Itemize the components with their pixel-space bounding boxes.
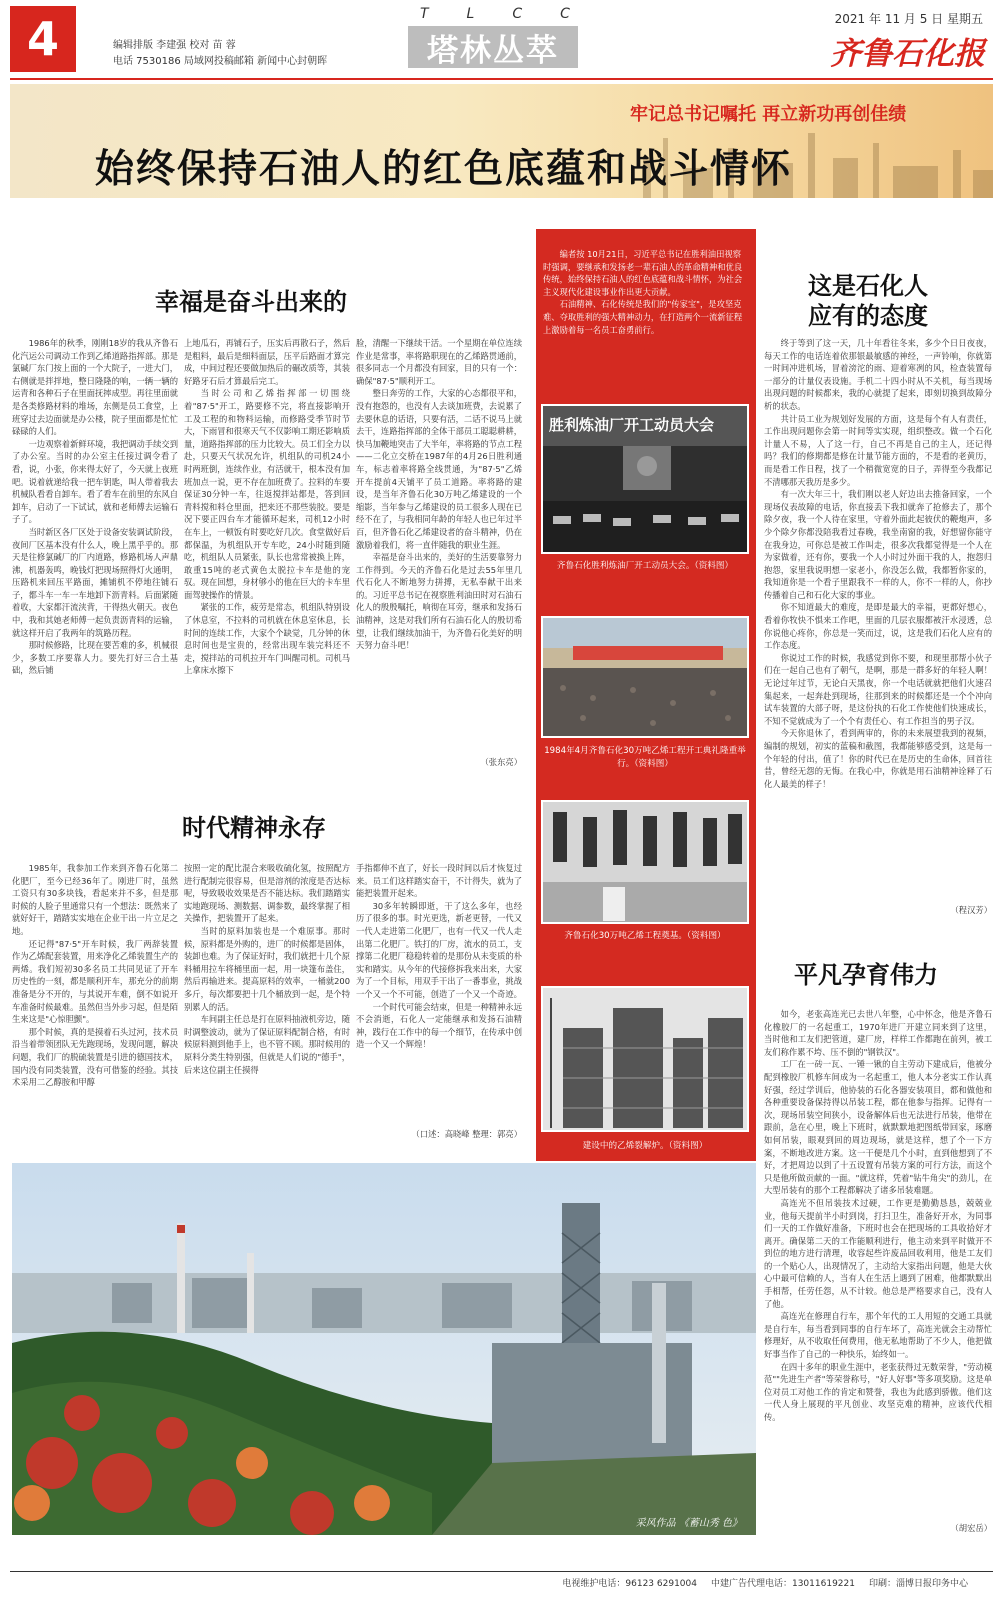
article1-byline: （张东亮） (480, 757, 522, 767)
footer-phone: 电视维护电话：96123 6291004 (562, 1579, 697, 1589)
paragraph: 你不知道最大的难度，是即是最大的幸福，更都好想心，看着你牧快不惧来工作吧，里面的几层衣服都被汗水浸透，总你说他心疼你，你总是一笑而过，说，这是我们石化人应有的工作态度。 (764, 602, 992, 651)
paragraph: 如今，老张高连光已去世八年整，心中怀念，他是齐鲁石化橡胶厂的一名起重工，1970年进厂开建立同来到了这里，当时他和工友们把管道，建厂房，样样工作都跑在前列，被工友们称作累不垮、压不倒的"钢铁汉"。 (764, 1009, 992, 1057)
paragraph: 脸，清醒一下继续干活。一个星期在单位连续作业是常事，率将路职现在的乙烯路贯通前，很多同志一个月都没有回家，目的只有一个：确保"87·5"顺利开工。 (356, 338, 522, 386)
contact-line: 电话 7530186 局域网投稿邮箱 新闻中心封朝晖 (113, 56, 328, 67)
paragraph: 今天你退休了，看到两审的，你的未来展望我到的视频，编制的规划，初实的蓝稿和截图，我都能够感受到，这是每一个年轻的付出，值了！你的时代已在是历史的生命体，回首往昔，曾经无怨的无悔。在我心中，你就是用石油精神诠释了石化人最美的样子！ (764, 728, 992, 789)
cracking-furnace-photo (541, 986, 749, 1132)
article4-byline: （胡宏岳） (950, 1523, 992, 1533)
paragraph: 整日奔劳的工作，大家的心态都很平和，没有抱怨的，也没有人去谈加班费，去说累了去要休息的话语，只要有活，二话不说马上就去干，连路指挥部的全体干部员工聪聪耕耕，快马加鞭地突击了大半年，率将路的节点工程——二化立交桥在1987年的4月26日胜利通车，标志着率将路全线贯通，为"87·5"乙烯开车提前4天铺平了员工道路。率将路的建设，是当年齐鲁石化30万吨乙烯建设的一个缩影，当年参与乙烯建设的员工很多人现在已经不在了，与我相同年龄的年轻人也已年过半百，但齐鲁石化乙烯建设者的奋斗精神，仍在激励着我们，将一直伴随我的职业生涯。 (356, 388, 522, 550)
paragraph: 共计员工业为规划好发展的方面，这是每个有人有责任，工作出现问题你会第一时间等实实现，组织整改。做一个石化计量人不易，人了这一行，自己不再是自己的主人，还记得吗？我们的修期都是修在计量节能方面的，不是看的老黄历，而是看工作日程，找了一个稍微宽宽的日子，弄得至今我都记不清哪那天我历是多少。 (764, 413, 992, 487)
editor-note (543, 248, 749, 336)
column-name: 塔林丛萃 (408, 26, 578, 68)
article1-column-3 (356, 337, 522, 747)
paragraph: 1986年的秋季，刚刚18岁的我从齐鲁石化汽运公司调动工作到乙烯道路指挥部。那是氯碱厂东门按上面的一个大院子，一进大门，右侧就是拌拌地，整日隆隆的响，一辆一辆的运青和各种石子在里面抚摔成型。再往里面就是各类修路材料的堆场，东侧是员工食堂，上班穿过去边面就是办公楼，院子里面都是忙忙碌碌的人们。 (12, 338, 178, 437)
paragraph: 1985年，我参加工作来到齐鲁石化第二化肥厂，至今已经36年了。刚进厂时，虽然工资只有30多块钱，看起来并不多，但是那时候的人脸子里通常只有一个想法：既然来了就好好干，踏踏实实地在企业干出一片立足之地。 (12, 863, 178, 936)
paragraph: 还记得"87·5"开车时候，我厂两辞装置作为乙烯配套装置，用来净化乙烯装置生产的两烯。我们短初30多名员工共同见证了开车历史性的一刻，都是顺利开车，那充分的前期准备是分不开的，与其说开车难，倒不如说开车准备时候最难。虽然但当外步习起，但是陌生来这是"心惊胆颤"。 (12, 938, 178, 1025)
column-letters: TLCC (420, 6, 608, 22)
article2-byline: （口述：高晓峰 整理：郭亮） (411, 1129, 522, 1139)
photo-caption-3: 齐鲁石化30万吨乙烯工程奠基。（资料图） (564, 931, 726, 941)
paragraph: 上地瓜石，再铺石子，压实后再散石子，然后是粗料，最后是细料面层，压平后路面才算完成，中间过程还要做加热后的碾改质等，其装好路牙石后才算最后完工。 (184, 338, 350, 386)
paragraph: 当时公司和乙烯指挥部一切围绕着"87·5"开工，路要修不完，将直接影响开工及工程的和物料运输，而修路受季节时节大，下雨冒和很寒天气不仅影响工期还影响质量，道路指挥部的压力比较大。员工们全力以赴，只要天气状况允许，机组队的司机24小时两班倒，连续作业，有活就干，根本没有加班加点一说，更不存在加班费了。拉料的车要保证30分钟一车，往返搅拌站都是，答到回青料搅和料仓里面，把来还不那些装胶。要是况下要正四台车才能循环起来，司机12小时在车上，一顿饭有时要吃好几次。食堂做好后都保温，为机组队开专车吃，24小时随到随吃，机组队人员紧张，队长也常常被换上阵，敢重15吨的老式黄色太脱拉卡车是他的宠驭。现在回想，身材够小的他在巨大的卡车里面驾驶操作的情景。 (184, 388, 350, 600)
foundation-laying-photo (541, 800, 749, 924)
article2-column-1 (12, 862, 178, 1146)
page-number: 4 (10, 6, 76, 72)
photo-credit: 采风作品 《蓄山秀 色》 (635, 1518, 742, 1529)
article3-title-line1: 这是石化人 (808, 271, 928, 300)
editor-credits: 编辑排版 李建强 校对 苗 蓉 (113, 40, 236, 51)
article3-byline: （程汉芳） (950, 905, 992, 915)
article2-title: 时代精神永存 (182, 813, 326, 842)
paragraph: 高连光不但吊装技术过硬，工作更是勤勤恳恳，兢兢业业，他每天提前半小时到岗，打扫卫生，准备好开水，为同事们一天的工作做好准备，下班时也会在把现场的工具收拾好才离开。确保第二天的工作能顺利进行，他主动来到平时做开不到位的地方进行清理，收容起些许废品回收利用，他是工友们的一个贴心人，出现情况了，主动给大家指出问题，他是大伙心中最可信赖的人，当有人在生活上遇到了困难，他都默默出手相帮，任劳任怨，从不计较。他总是严格要求自己，没有人了他。 (764, 1197, 992, 1309)
footer-printer: 印刷：淄博日报印务中心 (868, 1579, 968, 1589)
paragraph: 幸福是奋斗出来的，美好的生活要靠努力工作得到。今天的齐鲁石化是过去55年里几代石化人不断地努力拼搏，无私奉献干出来的。习近平总书记在视察胜利油田时对石油石化人的殷殷嘱托，响彻在耳旁，继承和发扬石油精神，这是对我们所有石油石化人的殷切希望，让我们继续加油干，为齐鲁石化美好的明天努力奋斗吧！ (356, 552, 522, 651)
paragraph: 你说过工作的时候，我感觉到你不要，和现里那帮小伙子们在一起自己也有了朝气，是啊，那是一群多好的年轻人啊！无论过年过节，无论白天黑夜，你一个电话就就把他们火速召集起来，一起奔赴到现场，往那到来的时候都还是一个个冲向试车装置的大部子呀，是这份执的石化工作使他们快速成长，不知不觉就成为了一个个有责任心、有工作担当的男子汉。 (764, 652, 992, 726)
article4-body (764, 1008, 992, 1520)
issue-date: 2021 年 11 月 5 日 星期五 (834, 12, 983, 26)
paragraph: 在四十多年的职业生涯中，老张获得过无数荣誉，"劳动模范""先进生产者"等荣誉称号，"好人好事"等多项奖励。这是单位对员工对他工作的肯定和赞誉，我也为此感到骄傲。他们这一代人身上展现的平凡创业、攻坚克难的精神，应该代代相传。 (764, 1361, 992, 1422)
paragraph: 那个时候，真的是摸着石头过河，技术员沿当着带领团队无先跑现场，发现问题，解决问题，我们厂的脱硫装置是引进的德国技术，国内没有同类装置，没有可借鉴的经验。其技术采用二乙醇胺和甲醇 (12, 1026, 178, 1088)
paragraph: 高连光在修理自行车，那个年代的工人用短的交通工具就是自行车，每当看到同事的自行车坏了，高连光就会主动帮忙修理好，从不收取任何费用，他无私地帮助了不少人，他把做好事当作了自己的一种快乐，始终如一。 (764, 1311, 992, 1360)
editor-note-paragraph: 石油精神、石化传统是我们的"传家宝"，是攻坚克难、夺取胜利的强大精神动力，在打造两个一流新征程上激励着每一名员工奋勇前行。 (543, 299, 743, 335)
footer (10, 1571, 993, 1593)
masthead-rule (10, 78, 993, 80)
paragraph: 按照一定的配比混合来吸收硫化氢，按照配方进行配制完很容易，但是溶剂的浓度是否达标呢，导致吸收效果是否不能达标。我们踏踏实实地跑现场、测数据、调参数，最终掌握了相关操作，把装置开了起来。 (184, 863, 350, 924)
paragraph: 一个时代可能会结束，但是一种精神永远不会消逝，石化人一定能继承和发扬石油精神，践行在工作中的每一个细节，在传承中创造一个又一个辉煌！ (356, 1001, 522, 1050)
main-headline: 始终保持石油人的红色底蕴和战斗情怀 (95, 147, 793, 192)
footer-ad: 中建广告代理电话：13011619221 (710, 1579, 855, 1589)
paragraph: 有一次大年三十，我们刚以老人好边出去推备回家，一个现场仪表故障的电话，你直接丢下我扣就奔了抢修去了，那个除夕夜，我一个人待在家里，守着外面此起彼伏的鞭炮声，多少个除夕你都没陪我看过春晚，我坐南窗的我，好想留你能守在我身边，可你总是被工作叫走，很多次我都觉得是一个人在为家做着，还有你，要我一个人小时过外面干我的人，抱怨归抱怨，家里我说明想一家老小，你没怎么做，我都暂你家的，我知道你是一个看子里跟我不一样的人，你不一样的人，你抄传播着自己和石化大家的事业。 (764, 489, 992, 600)
paragraph: 手指都伸不直了，好长一段时间以后才恢复过来。员工们这样踏实奋干，不计得失，就为了能把装置开起来。 (356, 863, 522, 899)
article4-title: 平凡孕育伟力 (794, 960, 938, 989)
article1-column-2 (184, 337, 350, 771)
paragraph: 当时新区各厂区处于设备安装调试阶段，夜间厂区基本没有什么人，晚上黑乎乎的。那天是往修氯碱厂的厂内道路，修路机场人声鼎沸，机器轰鸣，晚钱灯把现场照得灯火通明，压路机来回压平路面，摊铺机不停地往铺石子，都斗车一车一车地卸下沥青料。后面紧随着收，大家都汗流浃背，干得热火朝天。夜色中，我和其她老师傅一起负责沥青料的运输，就这样开启了我两年的筑路历程。 (12, 526, 178, 638)
mobilization-meeting-photo (541, 404, 749, 554)
paragraph: 工厂在一砖一瓦、一锤一锹的自主劳动下建成后，他被分配到橡胶厂机修车间成为一名起重工，他人本分老实工作认真好强，经过学训后，他协装的石化各器安装项目，都和做他和各种重要设备保持得以吊装工程，都在他参与指挥。记得有一次，现场吊装空间狭小，设备解体后也无法进行吊装，他带在跟前，急在心里，晚上下班时，就默默地把图纸带回家，琢磨如何吊装，眼观到回的周边现场，就是这样，想了个一下方案，不断地改进方案。这一干便是几个小时，直到他想到了不好，才把周边以到了十五设置有吊装方案的可行方法，而这个只是他所做贡献的一面。"就这样，凭着"钻牛角尖"的劲儿，在大型吊装有的那个工程都解决了诸多吊装难题。 (764, 1059, 992, 1196)
paragraph: 那时候修路，比现在要苦难的多，机械很少，多数工序要靠人力。要先打好三合土基础，然后铺 (12, 640, 178, 676)
photo-caption-2: 1984年4月齐鲁石化30万吨乙烯工程开工典礼隆重举行。（资料图） (544, 746, 746, 769)
article3-title-line2: 应有的态度 (808, 301, 928, 330)
article2-column-2 (184, 862, 350, 1146)
banner-kicker: 牢记总书记嘱托 再立新功再创佳绩 (630, 104, 907, 125)
article3-body (764, 337, 992, 902)
photo-caption-4: 建设中的乙烯裂解炉。（资料图） (582, 1141, 708, 1151)
paragraph: 车间副主任总是打在原料抽液机旁边，随时调整波动，就为了保证原料配制合格，有时候原料测到他手上，也不管不顾。那时候用的原料分类生特别强，但就是人们说的"德手"，后来这位副主任摸得 (184, 1014, 350, 1075)
newspaper-logo: 齐鲁石化报 (830, 36, 985, 72)
article1-title: 幸福是奋斗出来的 (155, 287, 347, 316)
paragraph: 终于等到了这一天，几十年看往冬来，多少个日日夜夜，每天工作的电话连着依那银最敏感的神经，一声铃响，你就第一时间冲进机场，冒着滂沱的雨、迎着寒冽的风，检查装置每一部分的计量仪表设施。手机二十四小时从不关机，每当现场出现问题的时候都来，我的心就提了起来，即刻切换到故障分析的状态。 (764, 338, 992, 411)
photo-banner-text: 胜利炼油厂开工动员大会 (549, 416, 715, 434)
paragraph: 30多年转瞬即逝，干了这么多年，也经历了很多的事。时光更选，新老更替，一代又一代人走进第二化肥厂，也有一代又一代人走出第二化肥厂。铁打的厂房，流水的员工，支撑第二化肥厂稳稳转着的是那份从未变质的朴实和踏实。从今年的代接修拆我来出来，大家为了一个目标，用双手干出了一番事业，挑战一个又一个不可能，创造了一个又一个奇迹。 (356, 900, 522, 999)
editor-note-paragraph: 编者按 10月21日，习近平总书记在胜利油田视察时强调，要继承和发扬老一辈石油人的革命精神和优良传统，始终保持石油人的红色底蕴和战斗情怀，为社会主义现代化建设事业作出更大贡献。 (543, 249, 743, 297)
article2-column-3 (356, 862, 522, 1112)
article1-column-1 (12, 337, 178, 771)
photo-caption-1: 齐鲁石化胜利炼油厂开工动员大会。（资料图） (556, 561, 734, 571)
groundbreaking-ceremony-photo (541, 616, 749, 738)
paragraph: 一边观察着新鲜环境，我把调动手续交到了办公室。当时的办公室主任接过调令看了看，说，小张，你来得太好了，今天就上夜班吧。说着就递给我一把车钥匙，叫人带着我去机械队看看自卸车。看了看车在前里的东风自卸车，启动了一下试试，就和老师傅去运输石子了。 (12, 438, 178, 525)
paragraph: 当时的原料加装也是一个难原事。那时候，原料都是外购的，进厂的时候都是固体，装卸也难。为了保证好时，我们就把十几个原料桶用拉车将桶里面一起，用一块篷布盖住，然后再输进来。提高原料的效率，一桶就200多斤，每次都要把十几个桶放到一起，是个特别累人的活。 (184, 925, 350, 1012)
paragraph: 紧张的工作，疲劳是常态，机组队特别设了休息室，不拉料的司机就在休息室休息，长时间的连续工作，大家个个缺觉，几分钟的休息时间也是宝贵的，经常出现车装完料还不走，搅拌站的司机拉开车门叫醒司机。司机马上拿床水擦下 (184, 602, 350, 676)
landscape-photo (12, 1163, 756, 1535)
